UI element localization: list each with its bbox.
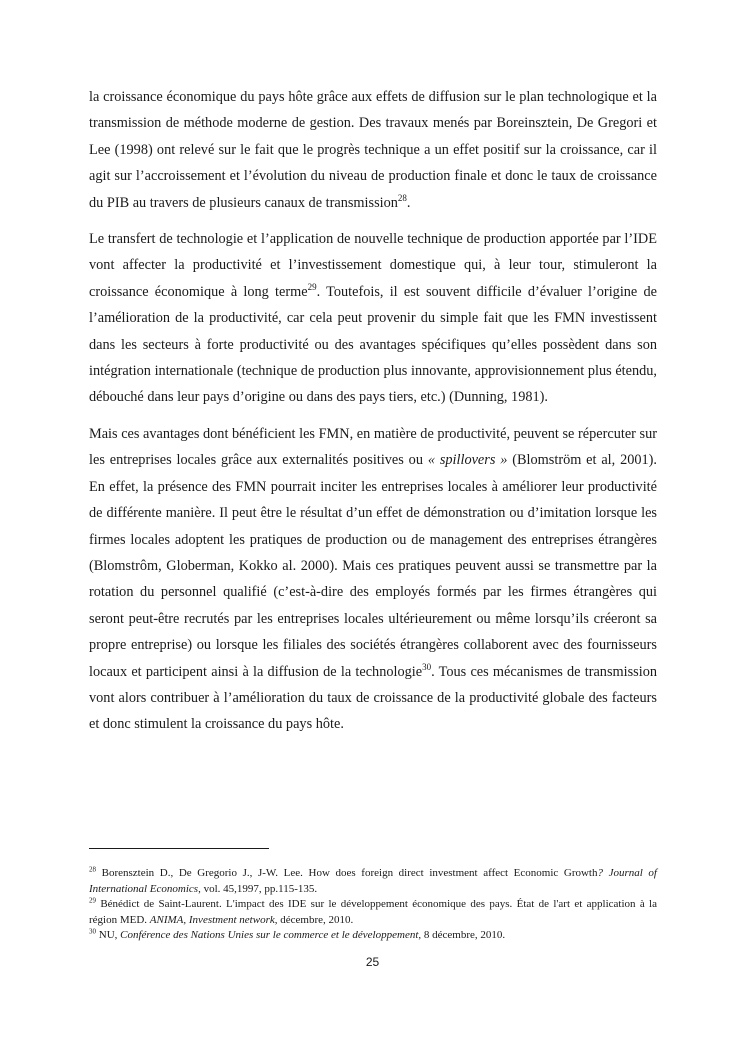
footnote-ref-28[interactable]: 28 (397, 192, 407, 203)
footnote-separator (89, 848, 269, 849)
footnote-text: Bénédict de Saint-Laurent. L'impact des IDE sur le développement économique des pays. État de l'art et application à la région MED. (89, 898, 657, 926)
footnote-tail: , 8 décembre, 2010. (418, 929, 506, 942)
paragraph-2 (89, 226, 657, 411)
footnote-ref-29[interactable]: 29 (307, 282, 317, 293)
footnotes (89, 866, 657, 944)
paragraph-1 (89, 84, 657, 216)
footnote-28 (89, 866, 657, 897)
footnote-ref-30[interactable]: 30 (422, 661, 432, 672)
footnote-number: 29 (89, 896, 96, 905)
body-text (89, 84, 657, 748)
footnote-journal: ? Journal of International Economics (89, 867, 657, 895)
spillovers-term: « spillovers » (427, 452, 508, 469)
footnote-tail: , vol. 45,1997, pp.115-135. (198, 882, 318, 895)
paragraph-1-text: la croissance économique du pays hôte grâce aux effets de diffusion sur le plan technologique et la transmission de méthode moderne de gestion. Des travaux menés par Boreinsztein, De Gregori et Lee (1998) ont relevé sur le fait que le progrès technique a un effet positif sur la croissance, car il agit sur l’accroissement et l’évolution du niveau de production finale et donc le taux de croissance du PIB au travers de plusieurs canaux de transmission (89, 89, 657, 211)
footnote-source: Conférence des Nations Unies sur le commerce et le développement (120, 929, 419, 942)
footnote-text: NU, (96, 929, 121, 942)
footnote-source: ANIMA, Investment network (149, 913, 275, 926)
footnote-text: Borensztein D., De Gregorio J., J-W. Lee. How does foreign direct investment affect Economic Growth (96, 867, 598, 879)
footnote-number: 30 (89, 927, 96, 936)
paragraph-3-end: . Tous ces mécanismes de transmission vont alors contribuer à l’amélioration du taux de croissance de la productivité globale des facteurs et donc stimulent la croissance du pays hôte. (89, 663, 658, 733)
paragraph-2-text: Le transfert de technologie et l’application de nouvelle technique de production apportée par l’IDE vont affecter la productivité et l’investissement domestique qui, à leur tour, stimuleront la croissance économique à long terme (89, 231, 657, 300)
paragraph-3 (89, 421, 657, 738)
footnote-29 (89, 897, 657, 928)
paragraph-3-text: Mais ces avantages dont bénéficient les FMN, en matière de productivité, peuvent se répercuter sur les entreprises locales grâce aux externalités positives ou (89, 425, 657, 469)
paragraph-1-end: . (406, 194, 411, 211)
footnote-tail: , décembre, 2010. (274, 913, 354, 926)
page-number: 25 (365, 955, 380, 969)
paragraph-3-middle: (Blomström et al, 2001). En effet, la présence des FMN pourrait inciter les entreprises locales à améliorer leur productivité de différente manière. Il peut être le résultat d’un effet de démonstration ou d’imitation lorsque les firmes locales adoptent les pratiques de production ou de management des entreprises étrangères (Blomstrôm, Globerman, Kokko al. 2000). Mais ces pratiques peuvent aussi se transmettre par la rotation du personnel qualifié (c’est-à-dire des employés formés par les firmes étrangères qui seront peut-être recrutés par les entreprises locales ultérieurement ou même lorsqu’ils créeront sa propre entreprise) ou lorsque les filiales des sociétés étrangères collaborent avec des fournisseurs locaux et participent ainsi à la diffusion de la technologie (89, 452, 657, 680)
footnote-30 (89, 928, 657, 944)
footnote-number: 28 (89, 865, 96, 874)
paragraph-2-rest: . Toutefois, il est souvent difficile d’évaluer l’origine de l’amélioration de la productivité, car cela peut provenir du simple fait que les FMN investissent dans les secteurs à forte productivité ou des avantages spécifiques qu’elles possèdent dans son intégration internationale (technique de production plus innovante, approvisionnement plus étendu, débouché dans leur pays d’origine ou dans des pays tiers, etc.) (Dunning, 1981). (89, 283, 657, 406)
